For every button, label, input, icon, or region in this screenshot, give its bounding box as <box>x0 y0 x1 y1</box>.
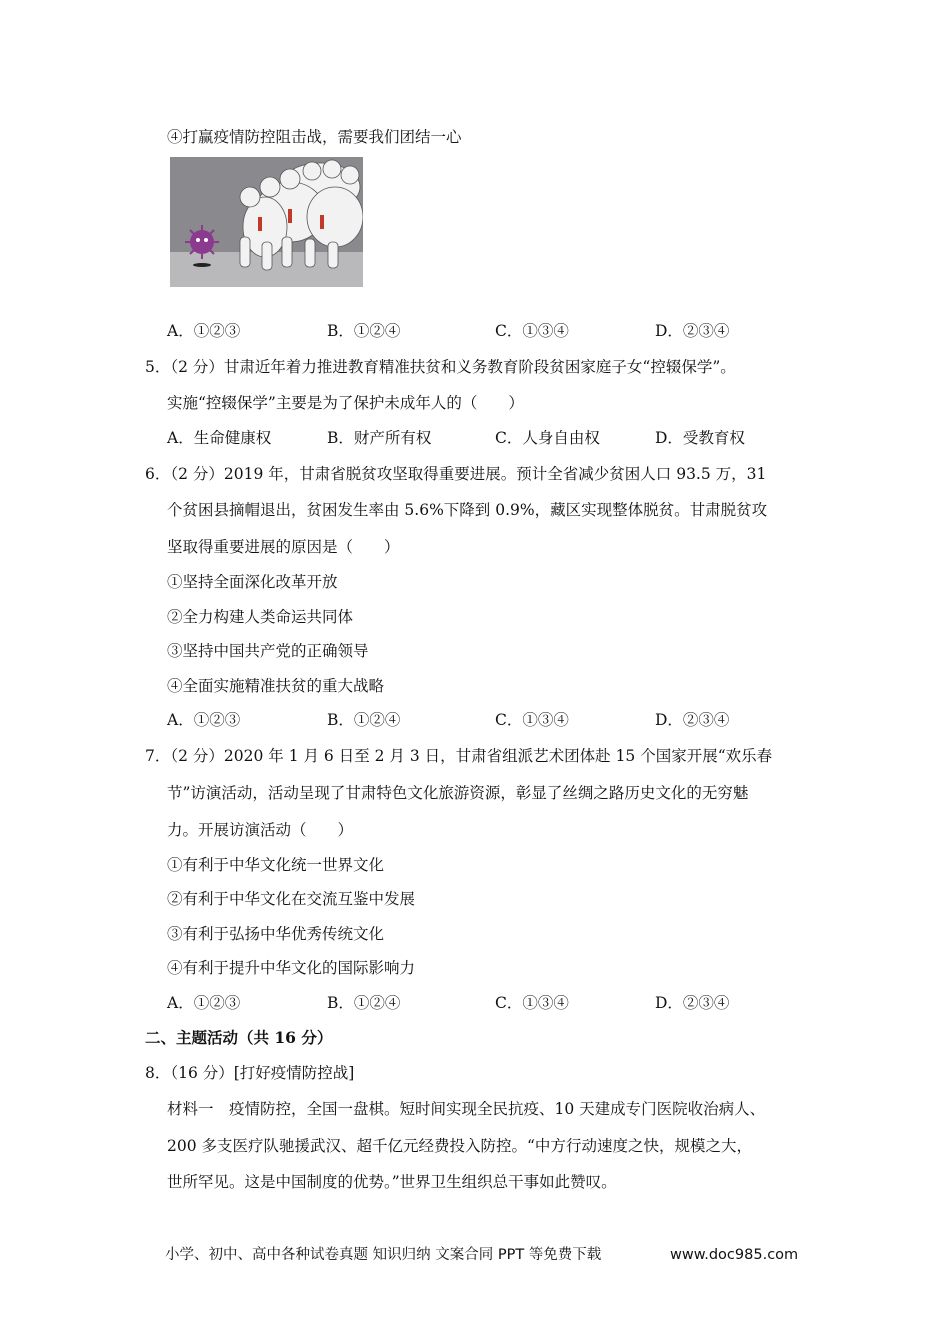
q7-option-d: D．②③④ <box>655 994 730 1012</box>
q6-stem-line-3: 坚取得重要进展的原因是（ ） <box>167 538 400 556</box>
q5-option-c: C．人身自由权 <box>495 429 600 447</box>
q6-stem-line-1: 6．（2 分）2019 年，甘肃省脱贫攻坚取得重要进展。预计全省减少贫困人口 93.5 万，31 <box>145 465 767 483</box>
q4-option-b: B．①②④ <box>327 322 401 340</box>
q4-option-d: D．②③④ <box>655 322 730 340</box>
q7-stem-line-2: 节”访演活动，活动呈现了甘肃特色文化旅游资源，彰显了丝绸之路历史文化的无穷魅 <box>167 784 749 802</box>
q4-option-a: A．①②③ <box>167 322 241 340</box>
q7-stem-line-3: 力。开展访演活动（ ） <box>167 821 354 839</box>
q5-stem-line-2: 实施“控辍保学”主要是为了保护未成年人的（ ） <box>167 394 524 412</box>
epidemic-illustration <box>170 157 363 287</box>
q6-item-4: ④全面实施精准扶贫的重大战略 <box>167 677 385 695</box>
q6-item-1: ①坚持全面深化改革开放 <box>167 573 338 591</box>
section-heading: 二、主题活动（共 16 分） <box>145 1028 333 1047</box>
q7-item-3: ③有利于弘扬中华优秀传统文化 <box>167 925 385 943</box>
q8-material-line-3: 世所罕见。这是中国制度的优势。”世界卫生组织总干事如此赞叹。 <box>167 1173 617 1191</box>
q7-item-4: ④有利于提升中华文化的国际影响力 <box>167 959 416 977</box>
q4-option-c: C．①③④ <box>495 322 569 340</box>
q5-stem-line-1: 5．（2 分）甘肃近年着力推进教育精准扶贫和义务教育阶段贫困家庭子女“控辍保学”。 <box>145 358 736 376</box>
page-footer <box>165 1245 799 1265</box>
q8-material-line-1: 材料一 疫情防控，全国一盘棋。短时间实现全民抗疫、10 天建成专门医院收治病人、 <box>167 1100 766 1118</box>
q6-option-d: D．②③④ <box>655 711 730 729</box>
q6-option-a: A．①②③ <box>167 711 241 729</box>
q5-option-b: B．财产所有权 <box>327 429 432 447</box>
q7-item-2: ②有利于中华文化在交流互鉴中发展 <box>167 890 416 908</box>
q5-option-a: A．生命健康权 <box>167 429 272 447</box>
footer-text: 小学、初中、高中各种试卷真题 知识归纳 文案合同 PPT 等免费下载 <box>165 1247 602 1263</box>
q7-option-b: B．①②④ <box>327 994 401 1012</box>
q8-stem: 8．（16 分）[打好疫情防控战] <box>145 1064 355 1082</box>
q5-option-d: D．受教育权 <box>655 429 745 447</box>
q7-stem-line-1: 7．（2 分）2020 年 1 月 6 日至 2 月 3 日，甘肃省组派艺术团体赴 15 个国家开展“欢乐春 <box>145 747 773 765</box>
q7-option-a: A．①②③ <box>167 994 241 1012</box>
q7-option-c: C．①③④ <box>495 994 569 1012</box>
q6-item-3: ③坚持中国共产党的正确领导 <box>167 642 369 660</box>
q6-stem-line-2: 个贫困县摘帽退出，贫困发生率由 5.6%下降到 0.9%，藏区实现整体脱贫。甘肃脱贫攻 <box>167 501 768 519</box>
q6-item-2: ②全力构建人类命运共同体 <box>167 608 354 626</box>
q7-item-1: ①有利于中华文化统一世界文化 <box>167 856 385 874</box>
q8-material-line-2: 200 多支医疗队驰援武汉、超千亿元经费投入防控。“中方行动速度之快，规模之大， <box>167 1137 752 1155</box>
q6-option-b: B．①②④ <box>327 711 401 729</box>
q6-option-c: C．①③④ <box>495 711 569 729</box>
q4-item-4: ④打赢疫情防控阻击战，需要我们团结一心 <box>167 128 462 146</box>
footer-url-link[interactable]: www.doc985.com <box>670 1247 799 1263</box>
